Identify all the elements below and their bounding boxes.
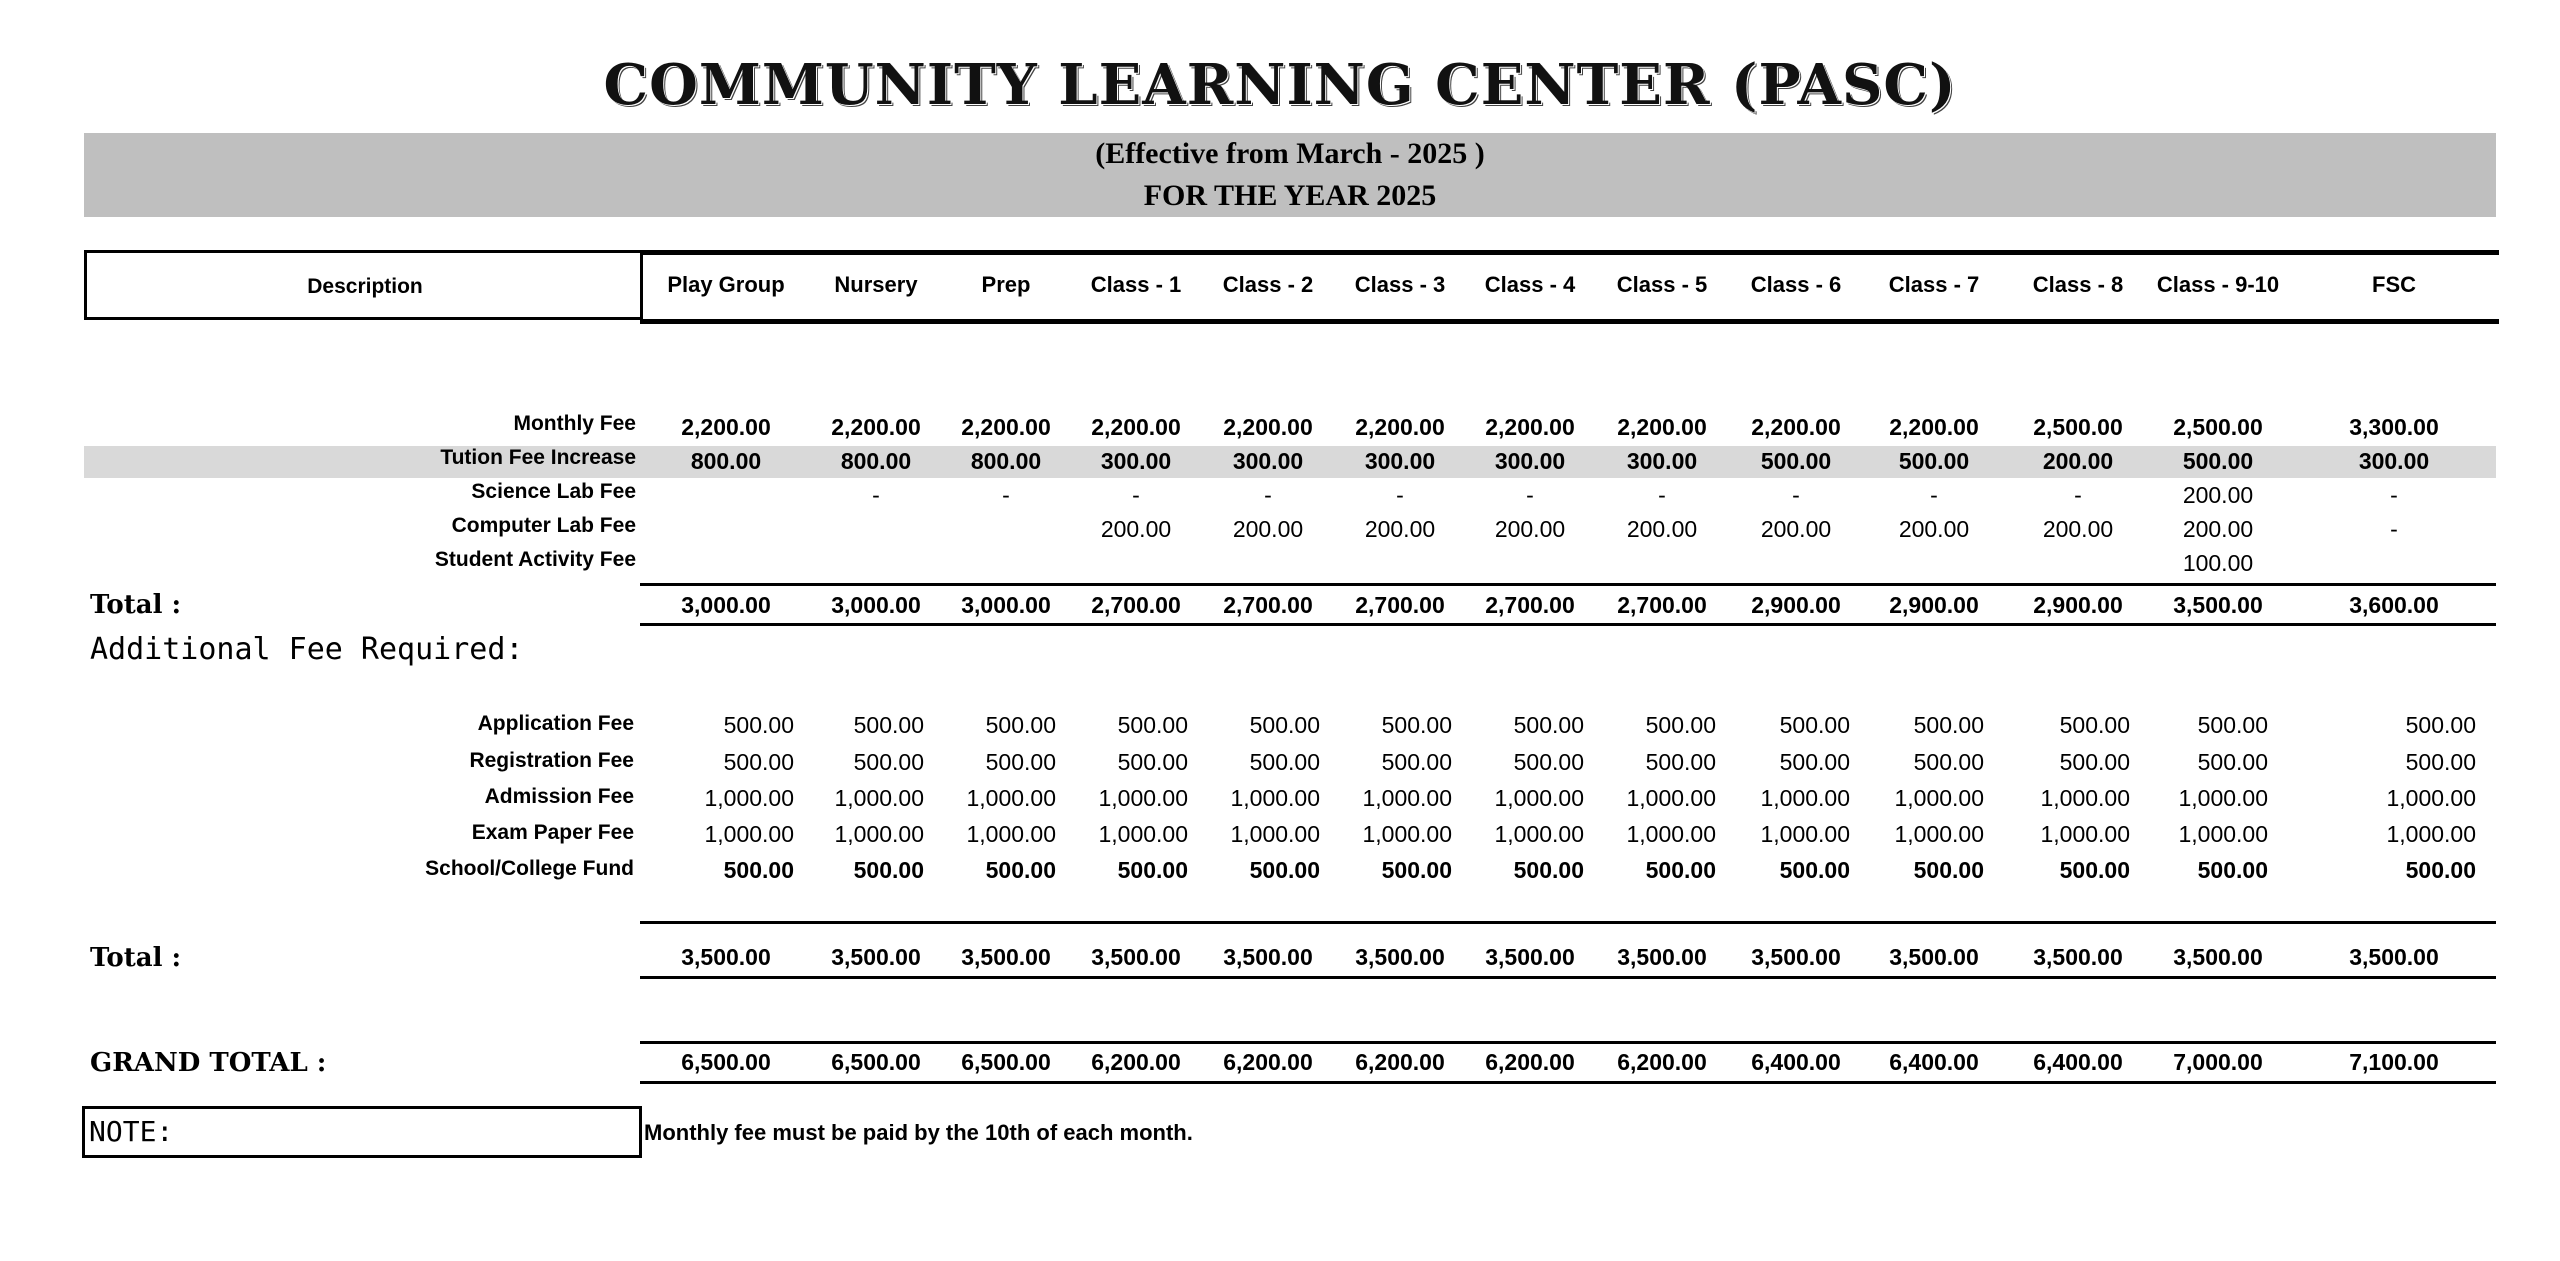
fee-cell: 200.00 — [1626, 516, 1698, 542]
fee-cell: 2,200.00 — [1751, 414, 1841, 440]
fee-cell: 800.00 — [970, 448, 1042, 474]
grand-total-cell: 6,400.00 — [1751, 1049, 1841, 1075]
fee-cell: - — [1658, 482, 1666, 508]
fee-cell: 200.00 — [1364, 516, 1436, 542]
column-header: FSC — [2372, 272, 2416, 297]
grand-total-cell: 6,400.00 — [2033, 1049, 2123, 1075]
additional-fee-cell: 500.00 — [2197, 712, 2268, 738]
additional-fee-cell: 500.00 — [1381, 857, 1452, 883]
column-header: Class - 3 — [1354, 272, 1446, 297]
additional-fee-label: School/College Fund — [425, 857, 634, 880]
additional-fee-cell: 500.00 — [1249, 749, 1320, 775]
total2-top-rule — [640, 921, 2496, 924]
additional-fee-cell: 500.00 — [2405, 712, 2476, 738]
note-box — [82, 1106, 642, 1158]
fee-cell: 500.00 — [1760, 448, 1832, 474]
additional-fee-cell: 500.00 — [1645, 857, 1716, 883]
additional-fee-cell: 1,000.00 — [2386, 821, 2476, 847]
additional-fee-cell: 1,000.00 — [2178, 785, 2268, 811]
additional-fee-cell: 500.00 — [1513, 712, 1584, 738]
additional-fee-label: Registration Fee — [469, 749, 634, 772]
column-header: Class - 5 — [1616, 272, 1708, 297]
total2-cell: 3,500.00 — [2033, 944, 2123, 970]
fee-cell: - — [2074, 482, 2082, 508]
additional-fee-cell: 1,000.00 — [1626, 821, 1716, 847]
additional-fee-cell: 1,000.00 — [2040, 821, 2130, 847]
total2-cell: 3,500.00 — [1617, 944, 1707, 970]
total2-label: Total : — [90, 943, 182, 973]
fee-cell: 2,200.00 — [1355, 414, 1445, 440]
fee-cell: - — [1002, 482, 1010, 508]
column-header: Nursery — [834, 272, 918, 297]
fee-cell: 2,200.00 — [1485, 414, 1575, 440]
note-text: Monthly fee must be paid by the 10th of each month. — [644, 1120, 1193, 1145]
fee-cell: 500.00 — [2182, 448, 2254, 474]
fee-cell: - — [1132, 482, 1140, 508]
grand-total-cell: 6,500.00 — [681, 1049, 771, 1075]
total2-cell: 3,500.00 — [961, 944, 1051, 970]
column-header: Class - 2 — [1222, 272, 1314, 297]
fee-cell: - — [1792, 482, 1800, 508]
total2-cell: 3,500.00 — [681, 944, 771, 970]
fee-cell: 2,200.00 — [1223, 414, 1313, 440]
grand-total-cell: 7,100.00 — [2349, 1049, 2439, 1075]
fee-label: Computer Lab Fee — [451, 514, 636, 537]
additional-fee-cell: 500.00 — [985, 712, 1056, 738]
column-header: Class - 6 — [1750, 272, 1842, 297]
additional-fee-label: Admission Fee — [484, 785, 634, 808]
total2-cell: 3,500.00 — [1485, 944, 1575, 970]
grand-total-cell: 6,500.00 — [831, 1049, 921, 1075]
additional-fee-cell: 500.00 — [1117, 857, 1188, 883]
total-cell: 2,900.00 — [1889, 592, 1979, 618]
additional-fee-cell: 500.00 — [853, 712, 924, 738]
additional-fee-cell: 500.00 — [1913, 712, 1984, 738]
additional-fee-cell: 500.00 — [1779, 857, 1850, 883]
fee-cell: - — [1930, 482, 1938, 508]
fee-cell: 200.00 — [2182, 482, 2254, 508]
fee-cell: 2,200.00 — [1617, 414, 1707, 440]
fee-cell: 200.00 — [1760, 516, 1832, 542]
fee-cell: - — [1396, 482, 1404, 508]
additional-fee-cell: 1,000.00 — [1362, 785, 1452, 811]
additional-fee-cell: 500.00 — [1779, 749, 1850, 775]
effective-date: (Effective from March - 2025 ) — [1095, 137, 1485, 170]
additional-fee-cell: 500.00 — [723, 749, 794, 775]
total-cell: 2,700.00 — [1355, 592, 1445, 618]
total-bottom-rule — [640, 623, 2496, 626]
total-cell: 3,000.00 — [961, 592, 1051, 618]
fee-cell: 300.00 — [1626, 448, 1698, 474]
fee-cell: 300.00 — [2358, 448, 2430, 474]
grand-total-cell: 6,200.00 — [1617, 1049, 1707, 1075]
additional-fee-cell: 500.00 — [1913, 749, 1984, 775]
total-cell: 3,500.00 — [2173, 592, 2263, 618]
total-cell: 2,700.00 — [1485, 592, 1575, 618]
effective-banner — [84, 133, 2496, 217]
additional-fee-label: Exam Paper Fee — [471, 821, 634, 844]
additional-fee-cell: 500.00 — [2059, 857, 2130, 883]
additional-fee-cell: 1,000.00 — [2178, 821, 2268, 847]
fee-cell: 200.00 — [2042, 448, 2114, 474]
additional-fee-cell: 1,000.00 — [1230, 821, 1320, 847]
total2-cell: 3,500.00 — [831, 944, 921, 970]
fee-cell: 500.00 — [1898, 448, 1970, 474]
fee-cell: 3,300.00 — [2349, 414, 2439, 440]
fee-label: Science Lab Fee — [471, 480, 636, 503]
additional-fee-cell: 1,000.00 — [834, 821, 924, 847]
total-cell: 2,900.00 — [2033, 592, 2123, 618]
additional-fee-cell: 500.00 — [1779, 712, 1850, 738]
additional-fee-cell: 1,000.00 — [1098, 785, 1188, 811]
total2-cell: 3,500.00 — [1223, 944, 1313, 970]
fee-cell: 2,200.00 — [681, 414, 771, 440]
column-header: Class - 8 — [2032, 272, 2124, 297]
additional-fee-cell: 1,000.00 — [1760, 821, 1850, 847]
additional-fee-cell: 1,000.00 — [966, 785, 1056, 811]
additional-fee-cell: 500.00 — [2197, 857, 2268, 883]
fee-cell: 200.00 — [2042, 516, 2114, 542]
fee-cell: 200.00 — [1100, 516, 1172, 542]
total2-cell: 3,500.00 — [2173, 944, 2263, 970]
additional-fee-cell: 500.00 — [985, 857, 1056, 883]
fee-cell: - — [2390, 516, 2398, 542]
note-label: NOTE: — [89, 1115, 174, 1148]
fee-label: Tution Fee Increase — [440, 446, 636, 469]
column-header: Class - 4 — [1484, 272, 1576, 297]
additional-fee-cell: 1,000.00 — [966, 821, 1056, 847]
fee-cell: - — [1526, 482, 1534, 508]
grand-total-cell: 6,200.00 — [1355, 1049, 1445, 1075]
page-title: COMMUNITY LEARNING CENTER (PASC) — [603, 52, 1957, 118]
fee-cell: - — [872, 482, 880, 508]
additional-fee-cell: 1,000.00 — [1098, 821, 1188, 847]
additional-fee-cell: 1,000.00 — [1362, 821, 1452, 847]
column-header: Class - 9-10 — [2156, 272, 2280, 297]
fee-cell: 300.00 — [1232, 448, 1304, 474]
fee-cell: - — [1264, 482, 1272, 508]
additional-fee-cell: 1,000.00 — [2386, 785, 2476, 811]
additional-fee-cell: 500.00 — [2059, 712, 2130, 738]
fee-year: FOR THE YEAR 2025 — [1143, 179, 1437, 212]
additional-fee-cell: 500.00 — [1117, 712, 1188, 738]
total-cell: 3,000.00 — [831, 592, 921, 618]
additional-fee-cell: 1,000.00 — [1760, 785, 1850, 811]
fee-cell: 800.00 — [840, 448, 912, 474]
additional-fee-cell: 500.00 — [1645, 712, 1716, 738]
additional-fee-cell: 500.00 — [723, 712, 794, 738]
grand-total-bottom-rule — [640, 1081, 2496, 1084]
additional-fee-cell: 1,000.00 — [1230, 785, 1320, 811]
additional-fee-cell: 500.00 — [1117, 749, 1188, 775]
total-cell: 2,700.00 — [1223, 592, 1313, 618]
total-top-rule — [640, 583, 2496, 586]
additional-fee-cell: 1,000.00 — [1894, 821, 1984, 847]
additional-fee-cell: 500.00 — [1645, 749, 1716, 775]
total-cell: 2,700.00 — [1617, 592, 1707, 618]
total2-cell: 3,500.00 — [1355, 944, 1445, 970]
fee-cell: 800.00 — [690, 448, 762, 474]
total2-cell: 3,500.00 — [1889, 944, 1979, 970]
grand-total-cell: 6,400.00 — [1889, 1049, 1979, 1075]
additional-fee-cell: 500.00 — [2059, 749, 2130, 775]
total-cell: 3,000.00 — [681, 592, 771, 618]
total2-cell: 3,500.00 — [1751, 944, 1841, 970]
additional-fee-cell: 500.00 — [2405, 749, 2476, 775]
fee-cell: 300.00 — [1494, 448, 1566, 474]
additional-fee-cell: 1,000.00 — [1494, 821, 1584, 847]
fee-cell: 2,200.00 — [1091, 414, 1181, 440]
additional-fee-cell: 500.00 — [1913, 857, 1984, 883]
additional-fee-cell: 500.00 — [2197, 749, 2268, 775]
fee-label: Monthly Fee — [513, 412, 636, 435]
column-header: Class - 1 — [1090, 272, 1182, 297]
total2-cell: 3,500.00 — [1091, 944, 1181, 970]
fee-label: Student Activity Fee — [434, 548, 636, 571]
additional-fee-cell: 1,000.00 — [1626, 785, 1716, 811]
additional-fee-cell: 500.00 — [1513, 749, 1584, 775]
fee-cell: 300.00 — [1364, 448, 1436, 474]
total-cell: 2,700.00 — [1091, 592, 1181, 618]
additional-fee-cell: 1,000.00 — [704, 821, 794, 847]
total-cell: 3,600.00 — [2349, 592, 2439, 618]
additional-fee-cell: 1,000.00 — [704, 785, 794, 811]
fee-cell: 300.00 — [1100, 448, 1172, 474]
additional-fee-cell: 500.00 — [853, 749, 924, 775]
grand-total-cell: 6,200.00 — [1223, 1049, 1313, 1075]
additional-fee-label: Application Fee — [477, 712, 634, 735]
additional-fee-cell: 500.00 — [1513, 857, 1584, 883]
total-label: Total : — [90, 590, 182, 620]
fee-cell: 100.00 — [2182, 550, 2254, 576]
total-cell: 2,900.00 — [1751, 592, 1841, 618]
additional-fee-cell: 500.00 — [1381, 712, 1452, 738]
grand-total-top-rule — [640, 1041, 2496, 1044]
fee-cell: 2,200.00 — [831, 414, 921, 440]
additional-fee-cell: 500.00 — [723, 857, 794, 883]
total2-bottom-rule — [640, 976, 2496, 979]
grand-total-cell: 6,200.00 — [1091, 1049, 1181, 1075]
fee-cell: 2,500.00 — [2173, 414, 2263, 440]
column-header: Class - 7 — [1888, 272, 1980, 297]
grand-total-cell: 6,500.00 — [961, 1049, 1051, 1075]
fee-cell: 200.00 — [1494, 516, 1566, 542]
additional-fee-cell: 1,000.00 — [834, 785, 924, 811]
additional-fee-heading: Additional Fee Required: — [90, 632, 524, 667]
grand-total-label: GRAND TOTAL : — [90, 1048, 327, 1078]
fee-cell: 2,200.00 — [1889, 414, 1979, 440]
grand-total-cell: 7,000.00 — [2173, 1049, 2263, 1075]
additional-fee-cell: 500.00 — [2405, 857, 2476, 883]
additional-fee-cell: 500.00 — [985, 749, 1056, 775]
grand-total-cell: 6,200.00 — [1485, 1049, 1575, 1075]
additional-fee-cell: 1,000.00 — [2040, 785, 2130, 811]
additional-fee-cell: 500.00 — [1249, 712, 1320, 738]
fee-cell: 200.00 — [1898, 516, 1970, 542]
description-header: Description — [307, 275, 423, 298]
fee-cell: 2,200.00 — [961, 414, 1051, 440]
fee-cell: 200.00 — [1232, 516, 1304, 542]
description-header-cell — [84, 250, 643, 320]
additional-fee-cell: 1,000.00 — [1894, 785, 1984, 811]
fee-cell: 200.00 — [2182, 516, 2254, 542]
fee-cell: - — [2390, 482, 2398, 508]
additional-fee-cell: 1,000.00 — [1494, 785, 1584, 811]
column-header: Prep — [981, 272, 1031, 297]
additional-fee-cell: 500.00 — [1381, 749, 1452, 775]
additional-fee-cell: 500.00 — [853, 857, 924, 883]
additional-fee-cell: 500.00 — [1249, 857, 1320, 883]
total2-cell: 3,500.00 — [2349, 944, 2439, 970]
fee-cell: 2,500.00 — [2033, 414, 2123, 440]
column-header: Play Group — [667, 272, 785, 297]
